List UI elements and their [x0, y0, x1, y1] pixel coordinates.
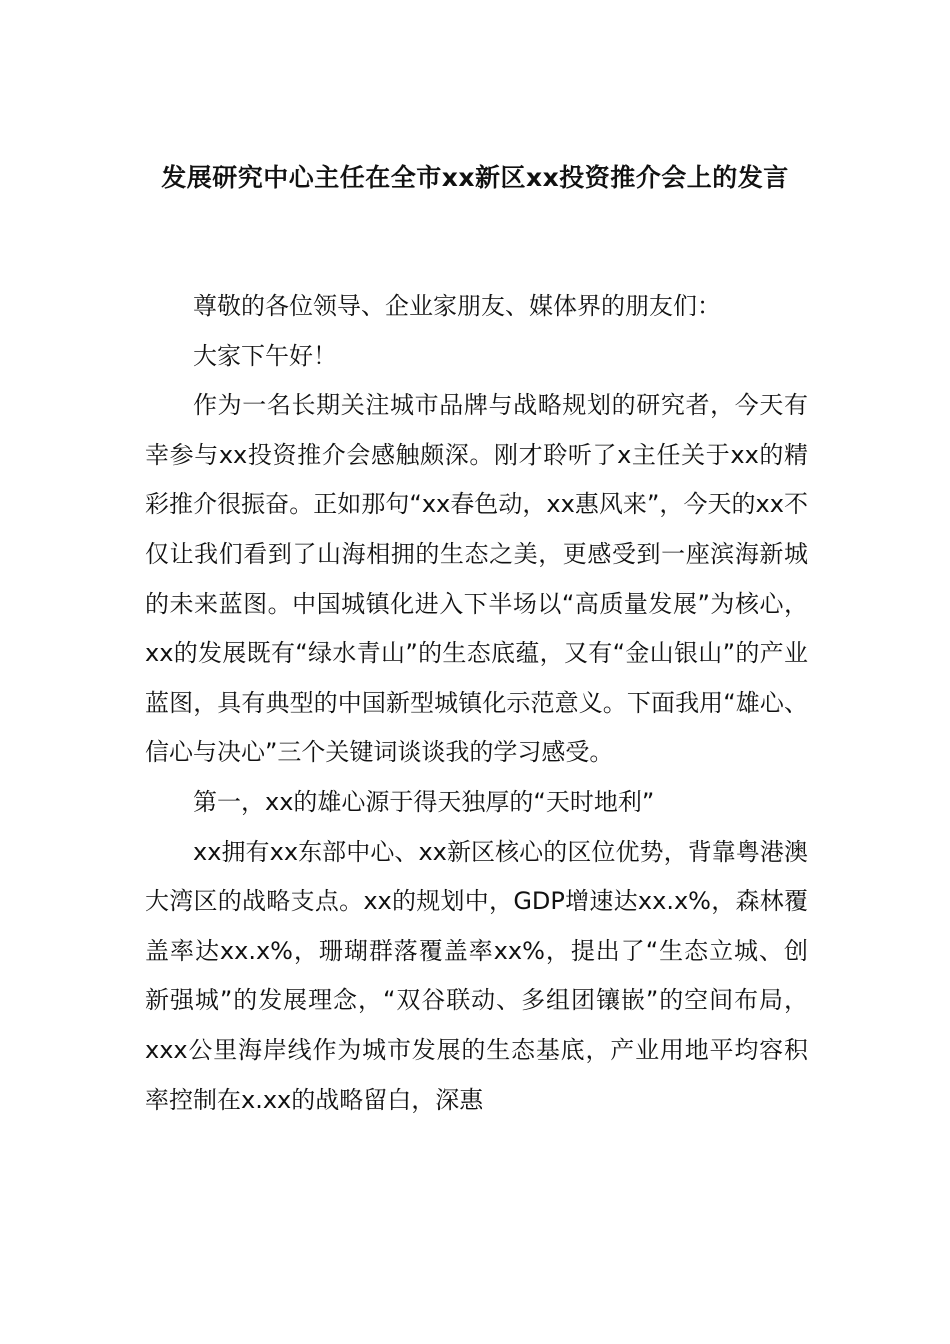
paragraph-intro: 作为一名长期关注城市品牌与战略规划的研究者，今天有幸参与xx投资推介会感触颇深。刚才聆听了x主任关于xx的精彩推介很振奋。正如那句“xx春色动，xx惠风来”，今天的xx不仅让我们看到了山海相拥的生态之美，更感受到一座滨海新城的未来蓝图。中国城镇化进入下半场以“高质量发展”为核心，xx的发展既有“绿水青山”的生态底蕴，又有“金山银山”的产业蓝图，具有典型的中国新型城镇化示范意义。下面我用“雄心、信心与决心”三个关键词谈谈我的学习感受。 [145, 391, 808, 767]
document-title: 发展研究中心主任在全市xx新区xx投资推介会上的发言 [161, 163, 789, 192]
paragraph-salutation: 尊敬的各位领导、企业家朋友、媒体界的朋友们： [193, 292, 721, 320]
paragraph-section-one: xx拥有xx东部中心、xx新区核心的区位优势，背靠粤港澳大湾区的战略支点。xx的规划中，GDP增速达xx.x%，森林覆盖率达xx.x%，珊瑚群落覆盖率xx%，提出了“生态立城、创新强城”的发展理念，“双谷联动、多组团镶嵌”的空间布局，xxx公里海岸线作为城市发展的生态基底，产业用地平均容积率控制在x.xx的战略留白，深惠 [145, 837, 808, 1114]
document-body [145, 282, 808, 1125]
section-heading-first: 第一，xx的雄心源于得天独厚的“天时地利” [193, 787, 655, 816]
paragraph-greeting: 大家下午好！ [193, 341, 337, 370]
